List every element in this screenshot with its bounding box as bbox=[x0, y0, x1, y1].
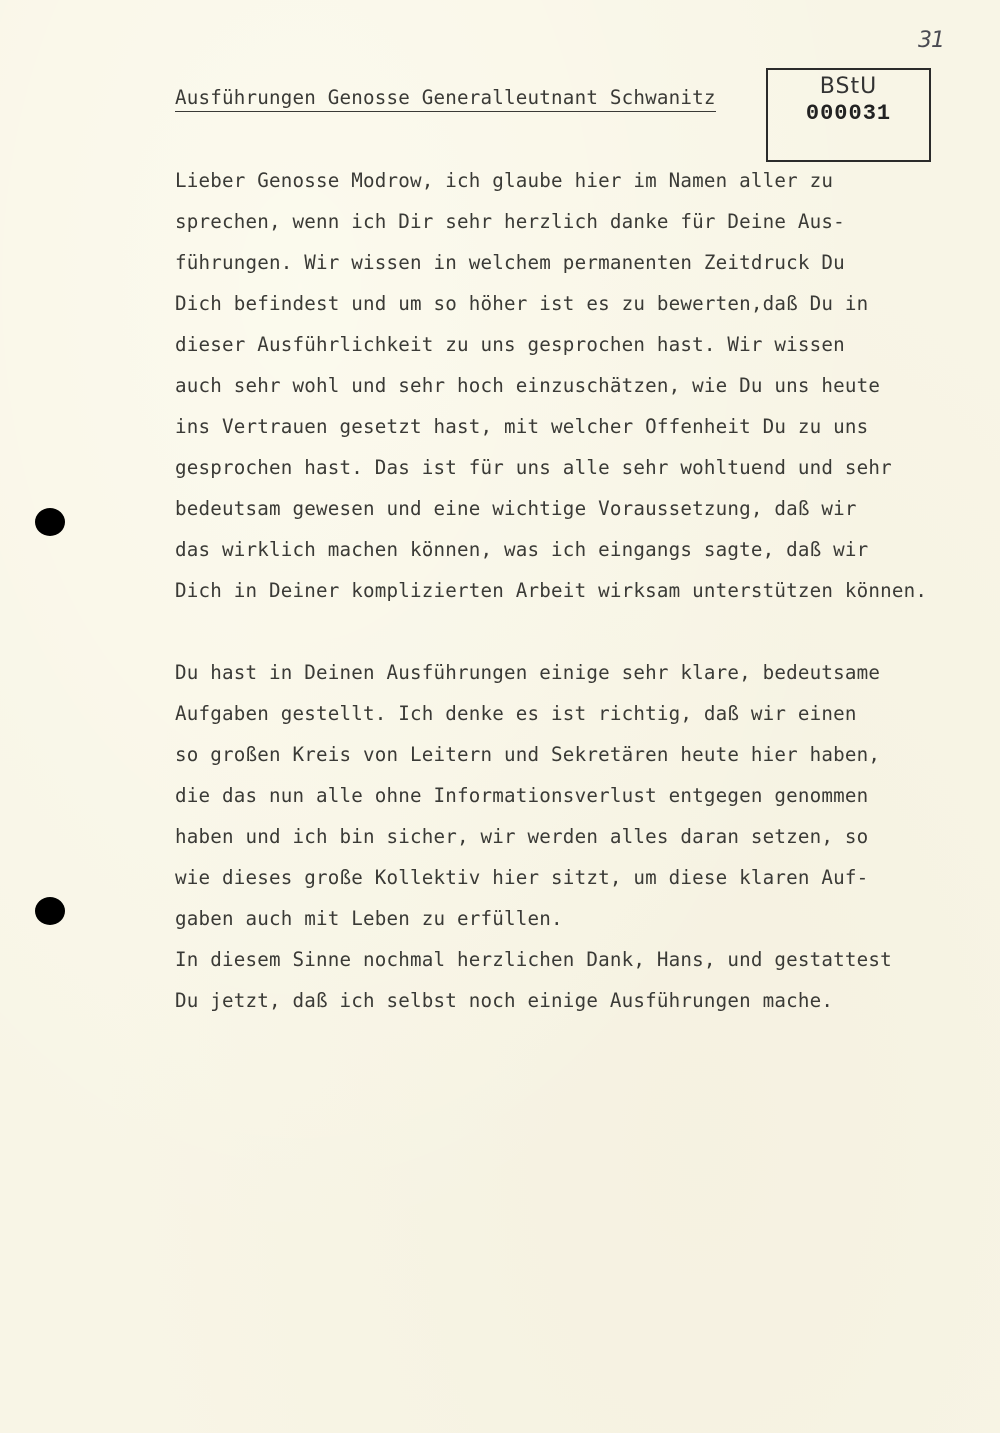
punch-hole-icon bbox=[35, 897, 65, 925]
text-line: führungen. Wir wissen in welchem permanenten Zeitdruck Du bbox=[175, 251, 845, 274]
stamp-number: 000031 bbox=[805, 101, 892, 126]
document-body bbox=[175, 168, 975, 1029]
text-line: gesprochen hast. Das ist für uns alle sehr wohltuend und sehr bbox=[175, 456, 892, 479]
document-heading: Ausführungen Genosse Generalleutnant Schwanitz bbox=[175, 86, 716, 112]
text-line: auch sehr wohl und sehr hoch einzuschätzen, wie Du uns heute bbox=[175, 374, 881, 397]
stamp-label: BStU bbox=[819, 74, 878, 99]
paragraph-spacer bbox=[175, 619, 975, 660]
text-line: In diesem Sinne nochmal herzlichen Dank, Hans, und gestattest bbox=[175, 948, 892, 971]
text-line: das wirklich machen können, was ich eingangs sagte, daß wir bbox=[175, 538, 869, 561]
text-line: haben und ich bin sicher, wir werden alles daran setzen, so bbox=[175, 825, 869, 848]
text-line: Du hast in Deinen Ausführungen einige sehr klare, bedeutsame bbox=[175, 661, 881, 684]
punch-hole-icon bbox=[35, 508, 65, 536]
paragraph-2 bbox=[175, 660, 975, 1029]
archive-stamp bbox=[766, 68, 931, 162]
handwritten-page-number: 31 bbox=[918, 28, 944, 53]
text-line: die das nun alle ohne Informationsverlust entgegen genommen bbox=[175, 784, 869, 807]
text-line: Dich befindest und um so höher ist es zu bewerten,daß Du in bbox=[175, 292, 869, 315]
text-line: gaben auch mit Leben zu erfüllen. bbox=[175, 907, 563, 930]
text-line: dieser Ausführlichkeit zu uns gesprochen hast. Wir wissen bbox=[175, 333, 845, 356]
text-line: sprechen, wenn ich Dir sehr herzlich danke für Deine Aus- bbox=[175, 210, 845, 233]
paragraph-1 bbox=[175, 168, 975, 619]
text-line: Lieber Genosse Modrow, ich glaube hier im Namen aller zu bbox=[175, 169, 834, 192]
text-line: bedeutsam gewesen und eine wichtige Voraussetzung, daß wir bbox=[175, 497, 857, 520]
text-line: wie dieses große Kollektiv hier sitzt, um diese klaren Auf- bbox=[175, 866, 869, 889]
text-line: Aufgaben gestellt. Ich denke es ist richtig, daß wir einen bbox=[175, 702, 857, 725]
text-line: ins Vertrauen gesetzt hast, mit welcher Offenheit Du zu uns bbox=[175, 415, 869, 438]
text-line: Dich in Deiner komplizierten Arbeit wirksam unterstützen können. bbox=[175, 579, 928, 602]
text-line: Du jetzt, daß ich selbst noch einige Ausführungen mache. bbox=[175, 989, 834, 1012]
text-line: so großen Kreis von Leitern und Sekretären heute hier haben, bbox=[175, 743, 881, 766]
